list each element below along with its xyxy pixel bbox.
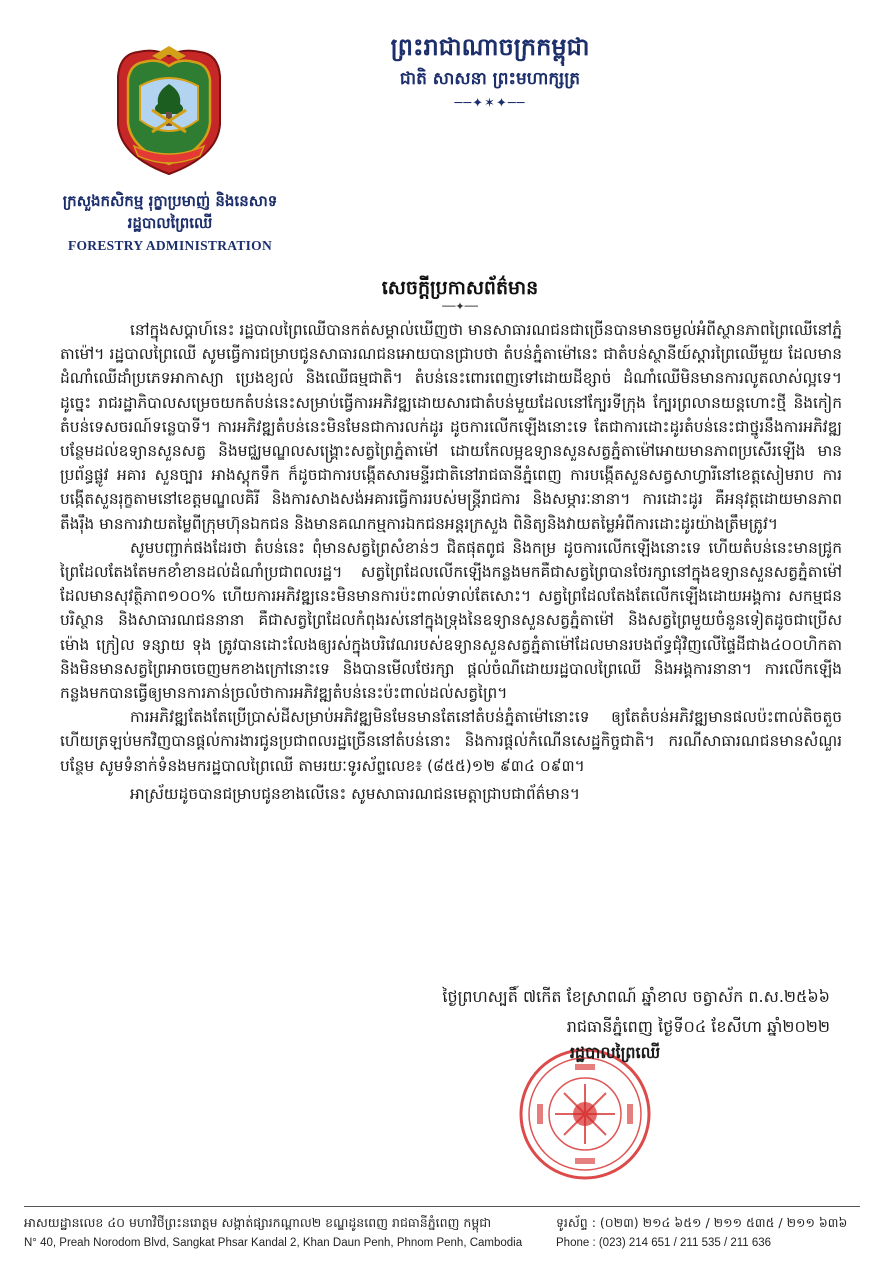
department-name-english: FORESTRY ADMINISTRATION — [67, 238, 273, 253]
footer-address — [24, 1213, 554, 1253]
phone-khmer: ទូរស័ព្ទ : (០២៣) ២១៤ ៦៥១ / ២១១ ៥៣៥ / ២១១ ៦៣៦ — [556, 1215, 848, 1230]
title-ornament: ──✦── — [442, 300, 478, 313]
address-english: N° 40, Preah Norodom Blvd, Sangkat Phsar Kandal 2, Khan Daun Penh, Phnom Penh, Cambodia — [24, 1237, 523, 1249]
department-name-khmer: រដ្ឋបាលព្រៃឈើ — [127, 214, 213, 232]
kingdom-header — [340, 30, 640, 111]
body-paragraph-2: សូមបញ្ជាក់ផងដែរថា តំបន់នេះ ពុំមានសត្វព្រៃសំខាន់ៗ ជិតផុតពូជ និងកម្រ ដូចការលើកឡើងនោះទេ ហើយតំបន់នេះមានជ្រូកព្រៃដែលតែងតែមកខាំខានដល់ដំណាំប្រជាពលរដ្ឋ។ សត្វព្រៃដែលលើកឡើងកន្លងមកគឺជាសត្វព្រៃបានថែរក្សានៅក្នុងឧទ្យានសួនសត្វភ្នំតាម៉ៅដែលមានសុវត្ថិភាព១០០% ហើយការអភិវឌ្ឍនេះមិនមានការប៉ះពាល់ទាល់តែសោះ។ សត្វព្រៃដែលតែងតែលើកឡើងដោយអង្គការ សកម្មជនបរិស្ថាន និងសាធារណជននានា គឺជាសត្វព្រៃដែលកំពុងរស់នៅក្នុងទ្រុងនៃឧទ្យានសួនសត្វភ្នំតាម៉ៅ និងសត្វព្រៃមួយចំនួនទៀតដូចជាប្រើស ម៉ោង ក្រៀល ទន្សាយ ទុង ត្រូវបានដោះលែងឲ្យរស់ក្នុងបរិវេណរបស់ឧទ្យានសួនសត្វភ្នំតាម៉ៅដែលមានរបងព័ទ្ធជុំវិញលើផ្ទៃដីជាង៤០០ហិកតា និងមិនមានសត្វព្រៃអាចចេញមកខាងក្រៅនោះទេ និងបានមើលថែរក្សា ផ្តល់ចំណីដោយរដ្ឋបាលព្រៃឈើ និងអង្គការនានា។ ការលើកឡើងកន្លងមកបានធ្វើឲ្យមានការភាន់ច្រលំថាការអភិវឌ្ឍតំបន់នេះប៉ះពាល់ដល់សត្វព្រៃ។ — [60, 538, 842, 703]
body-paragraph-1: នៅក្នុងសប្តាហ៍នេះ រដ្ឋបាលព្រៃឈើបានកត់សម្គាល់ឃើញថា មានសាធារណជនជាច្រើនបានមានចម្ងល់អំពីស្ថានភាពព្រៃឈើនៅភ្នំតាម៉ៅ។ រដ្ឋបាលព្រៃឈើ សូមធ្វើការជម្រាបជូនសាធារណជនអោយបានជ្រាបថា តំបន់ភ្នំតាម៉ៅនេះ ជាតំបន់ស្ថានីយ៍ស្តារព្រៃឈើមួយ ដែលមានដំណាំឈើដាំប្រភេទអាកាស្យា ប្រេងខ្យល់ និងឈើធម្មជាតិ។ តំបន់នេះពោរពេញទៅដោយដីខ្សាច់ ដំណាំឈើមិនមានការលូតលាស់ល្អទេ។ ដូច្នេះ រាជរដ្ឋាភិបាលសម្រេចយកតំបន់នេះសម្រាប់ធ្វើការអភិវឌ្ឍដោយសារជាតំបន់មួយដែលនៅក្បែរទីក្រុង ក្បែរព្រលានយន្តហោះថ្មី និងកៀកតំបន់ទេសចរណ៍ទន្លេបាទី។ ការអភិវឌ្ឍតំបន់នេះមិនមែនជាការលក់ដូរ ដូចការលើកឡើងនោះទេ តែជាការដោះដូរតំបន់នេះជាថ្នូរនឹងការអភិវឌ្ឍបន្ថែមដល់ឧទ្យានសួនសត្វ និងមជ្ឈមណ្ឌលសង្គ្រោះសត្វព្រៃភ្នំតាម៉ៅ ដោយកែលម្អឧទ្យានសួនសត្វភ្នំតាម៉ៅអោយមានភាពប្រសើរឡើង មានប្រព័ន្ធផ្លូវ អគារ សួនច្បារ អាងស្តុកទឹក ក៏ដូចជាការបង្កើតសារមន្ទីរជាតិនៅរាជធានីភ្នំពេញ ការបង្កើតសួនសត្វសាហ្វារីនៅខេត្តសៀមរាប ការបង្កើតសួនរុក្ខតាមនៅខេត្តមណ្ឌលគិរី និងការសាងសង់អគារធ្វើការរបស់មន្ត្រីរាជការ និងសម្ភារៈនានា។ ការដោះដូរ គឺអនុវត្តដោយមានភាពតឹងរ៉ឹង មានការវាយតម្លៃពីក្រុមហ៊ុនឯកជន និងមានគណកម្មការឯកជនអន្តរក្រសួង ពិនិត្យនិងវាយតម្លៃអំពីការដោះដូរយ៉ាងត្រឹមត្រូវ។ — [60, 321, 842, 533]
ministry-block — [50, 190, 290, 256]
lunar-date: ថ្ងៃព្រហស្បតិ៍ ៧កើត ខែស្រាពណ៍ ឆ្នាំខាល ចត្វាស័ក ព.ស.២៥៦៦ — [442, 987, 830, 1006]
header-ornament: ──✦✶✦── — [454, 96, 526, 111]
footer-phone — [556, 1213, 866, 1253]
letter-body — [60, 318, 842, 806]
document-title: សេចក្តីប្រកាសព័ត៌មាន — [381, 277, 539, 299]
body-paragraph-3: ការអភិវឌ្ឍតែងតែប្រើប្រាស់ដីសម្រាប់អភិវឌ្ឍមិនមែនមានតែនៅតំបន់ភ្នំតាម៉ៅនោះទេ ឲ្យតែតំបន់អភិវឌ្ឍមានផលប៉ះពាល់តិចតួច ហើយត្រឡប់មកវិញបានផ្តល់ការងារជូនប្រជាពលរដ្ឋច្រើននៅតំបន់នោះ និងការផ្តល់កំណើនសេដ្ឋកិច្ចជាតិ។ ករណីសាធារណជនមានសំណួរបន្ថែម សូមទំនាក់ទំនងមករដ្ឋបាលព្រៃឈើ តាមរយៈទូរស័ព្ទលេខ៖ (៨៥៥)១២ ៩៣៤ ០៩៣។ — [60, 708, 842, 775]
phone-english: Phone : (023) 214 651 / 211 535 / 211 636 — [556, 1237, 772, 1249]
closing-sentence: អាស្រ័យដូចបានជម្រាបជូនខាងលើនេះ សូមសាធារណជនមេត្តាជ្រាបជាព័ត៌មាន។ — [130, 784, 581, 803]
solar-date: រាជធានីភ្នំពេញ ថ្ងៃទី០៤ ខែសីហា ឆ្នាំ២០២២ — [566, 1017, 830, 1036]
date-block — [360, 982, 830, 1042]
national-motto: ជាតិ សាសនា ព្រះមហាក្សត្រ — [399, 69, 581, 89]
kingdom-name: ព្រះរាជាណាចក្រកម្ពុជា — [390, 33, 590, 61]
document-title-block — [300, 274, 620, 313]
ministry-name: ក្រសួងកសិកម្ម រុក្ខាប្រមាញ់ និងនេសាទ — [62, 192, 278, 210]
address-khmer: អាសយដ្ឋានលេខ ៤០ មហាវិថីព្រះនរោត្តម សង្កាត់ផ្សារកណ្តាល២ ខណ្ឌដូនពេញ រាជធានីភ្នំពេញ កម្ពុជា — [24, 1215, 492, 1230]
signatory-title: រដ្ឋបាលព្រៃឈើ — [569, 1043, 661, 1062]
forestry-administration-logo — [108, 46, 230, 178]
letter-footer — [24, 1206, 860, 1249]
